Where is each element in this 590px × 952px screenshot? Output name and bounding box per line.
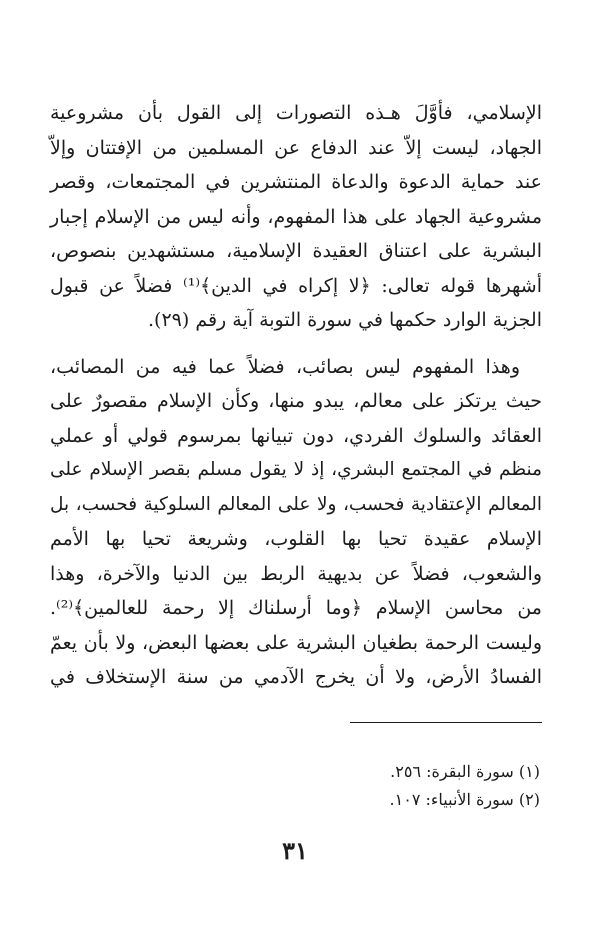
text-line: والشعوب، فضلاً عن بديهية الربط بين الدنيا والآخرة، وهذا <box>50 562 542 585</box>
text-line: البشرية على اعتناق العقيدة الإسلامية، مستشهدين بنصوص، <box>50 240 542 262</box>
page-number: ٣١ <box>282 836 308 865</box>
paragraph-2 <box>50 350 542 695</box>
text-line: وهذا المفهوم ليس بصائب، فضلاً عما فيه من المصائب، <box>50 355 520 378</box>
text-line: حيث يرتكز على معالم، يبدو منها، وكأن الإسلام مقصورٌ على <box>50 390 542 412</box>
text-line: الجزية الوارد حكمها في سورة التوبة آية رقم (٢٩). <box>148 309 542 331</box>
text-line: الفسادُ الأرض، ولا أن يخرج الآدمي من سنة الإستخلاف في <box>50 666 542 688</box>
text-line: من محاسن الإسلام ﴿وما أرسلناك إلا رحمة للعالمين﴾⁽²⁾. <box>50 597 542 619</box>
text-line: الإسلام عقيدة تحيا بها القلوب، وشريعة تحيا بها الأمم <box>50 528 542 550</box>
text-line: المعالم الإعتقادية فحسب، ولا على المعالم السلوكية فحسب، بل <box>50 493 542 515</box>
footnote-separator <box>350 722 542 723</box>
text-line: وليست الرحمة بطغيان البشرية على بعضها البعض، ولا بأن يعمّ <box>50 631 542 654</box>
main-text <box>50 96 542 695</box>
text-line: الإسلامي، فأوَّلَ هـذه التصورات إلى القول بأن مشروعية <box>50 102 542 124</box>
text-line: مشروعية الجهاد على هذا المفهوم، وأنه ليس من الإسلام إجبار <box>50 205 542 228</box>
text-line: العقائد والسلوك الفردي، دون تبيانها بمرسوم قولي أو عملي <box>50 424 542 447</box>
footnotes <box>140 758 540 814</box>
footnote-2: (٢) سورة الأنبياء: ١٠٧. <box>389 790 540 809</box>
paragraph-1 <box>50 96 542 338</box>
text-line: أشهرها قوله تعالى: ﴿لا إكراه في الدين﴾⁽¹⁾ فضلاً عن قبول <box>50 274 542 297</box>
text-line: الجهاد، ليست إلاّ عند الدفاع عن المسلمين من الإفتتان وإلاّ <box>50 136 542 159</box>
footnote-1: (١) سورة البقرة: ٢٥٦. <box>390 762 540 781</box>
paragraph-gap <box>50 338 542 350</box>
text-line: منظم في المجتمع البشري، إذ لا يقول مسلم بقصر الإسلام على <box>50 459 542 480</box>
text-line: عند حماية الدعوة والدعاة المنتشرين في المجتمعات، وقصر <box>50 171 542 193</box>
